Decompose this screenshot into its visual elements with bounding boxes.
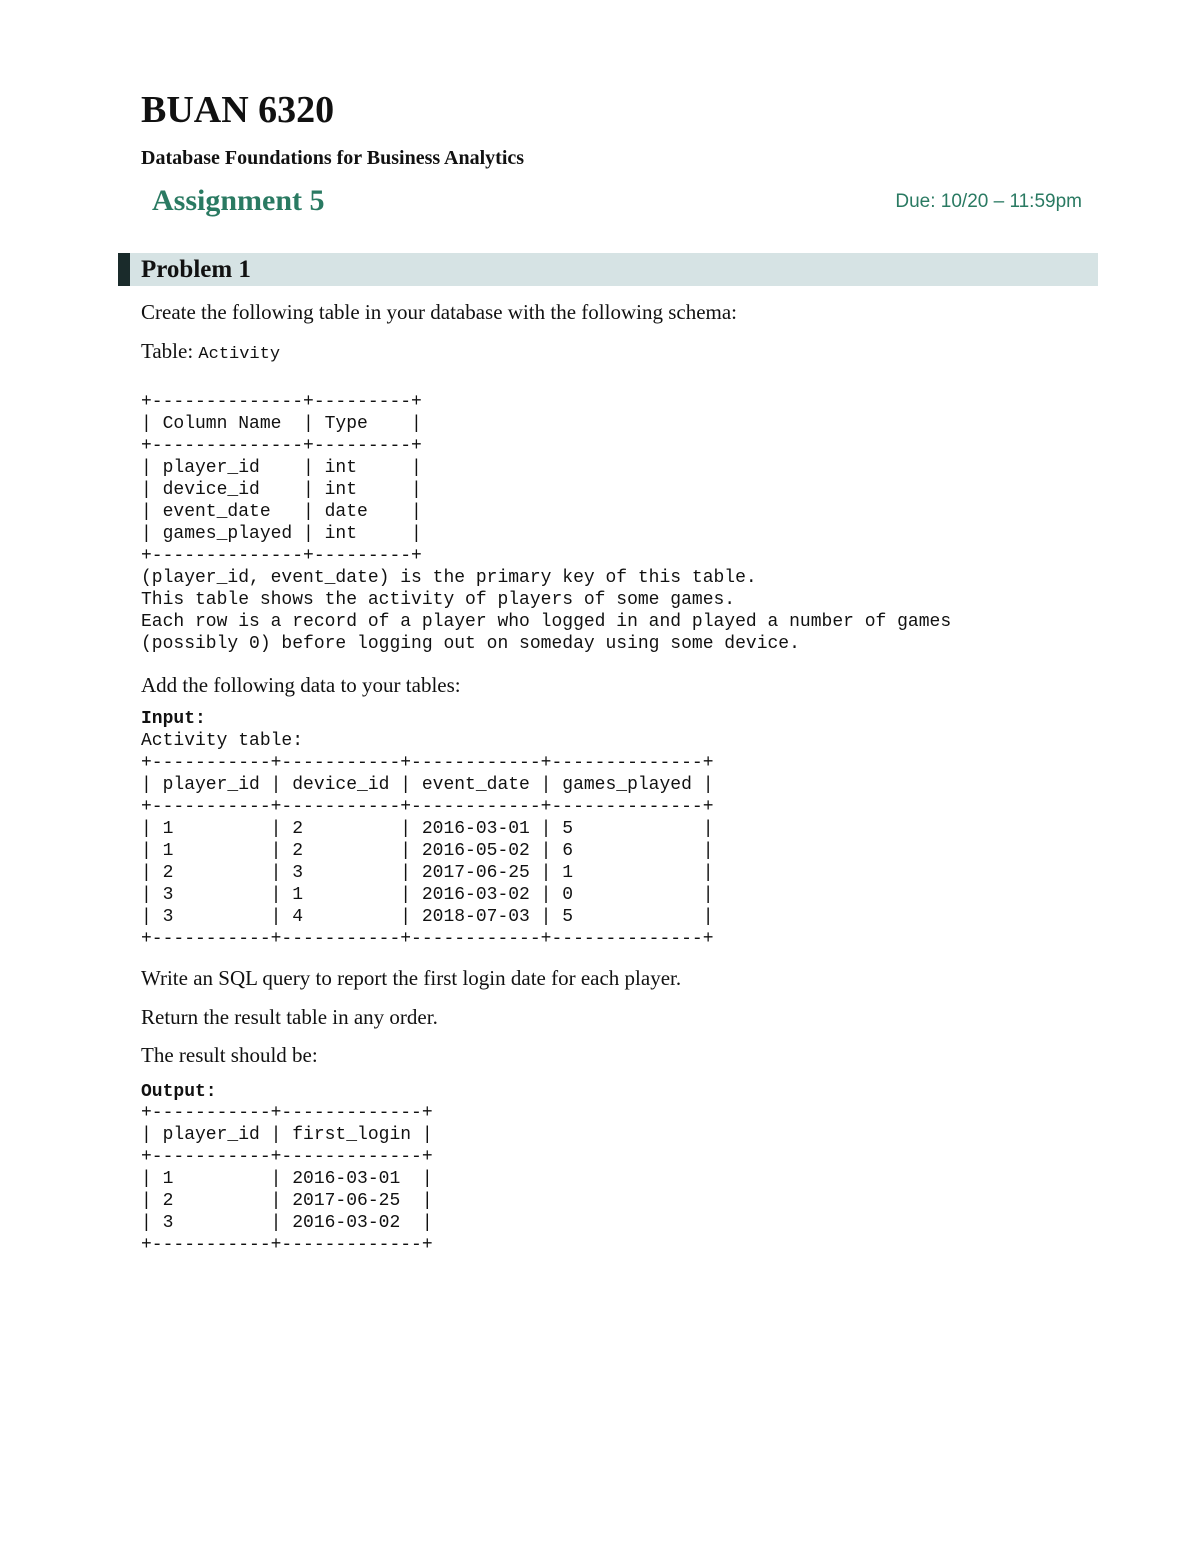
add-data-text: Add the following data to your tables: <box>141 673 461 697</box>
table-label-line <box>141 337 280 369</box>
course-code: BUAN 6320 <box>141 89 335 131</box>
table-name: Activity <box>198 345 281 364</box>
problem-title: Problem 1 <box>141 256 251 283</box>
output-label: Output: <box>141 1082 217 1102</box>
order-text: Return the result table in any order. <box>141 1005 438 1029</box>
query-text: Write an SQL query to report the first login date for each player. <box>141 966 682 990</box>
problem-heading-bar <box>118 253 1098 286</box>
course-name: Database Foundations for Business Analytics <box>141 147 525 169</box>
input-block: Activity table: +-----------+-----------+------------+--------------+ | player_id | device_id | event_date | games_played | +-----------+-----------+------------+--------------+ | 1 | 2 | 2016-03-01 | 5 | | 1 | 2 | 2016-05-02 | 6 | | 2 | 3 | 2017-06-25 | 1 | | 3 | 1 | 2016-03-02 | 0 | | 3 | 4 | 2018-07-03 | 5 | +-----------+-----------+------------+--------------+ <box>141 731 714 949</box>
due-date: Due: 10/20 – 11:59pm <box>895 191 1082 212</box>
problem-heading-accent <box>118 253 130 286</box>
schema-block: +--------------+---------+ | Column Name | Type | +--------------+---------+ | player_id | int | | device_id | int | | event_date | date | | games_played | int | +--------------+---------+ (player_id, event_date) is the primary key of this table. This table shows the activity of players of some games. Each row is a record of a player who logged in and played a number of games (possibly 0) before logging out on someday using some device. <box>141 392 952 654</box>
input-label: Input: <box>141 709 206 729</box>
assignment-title: Assignment 5 <box>152 184 325 217</box>
problem-intro: Create the following table in your database with the following schema: <box>141 300 737 324</box>
result-text: The result should be: <box>141 1043 318 1067</box>
table-label: Table: <box>141 339 199 363</box>
output-block: +-----------+-------------+ | player_id | first_login | +-----------+-------------+ | 1 | 2016-03-01 | | 2 | 2017-06-25 | | 3 | 2016-03-02 | +-----------+-------------+ <box>141 1103 433 1255</box>
